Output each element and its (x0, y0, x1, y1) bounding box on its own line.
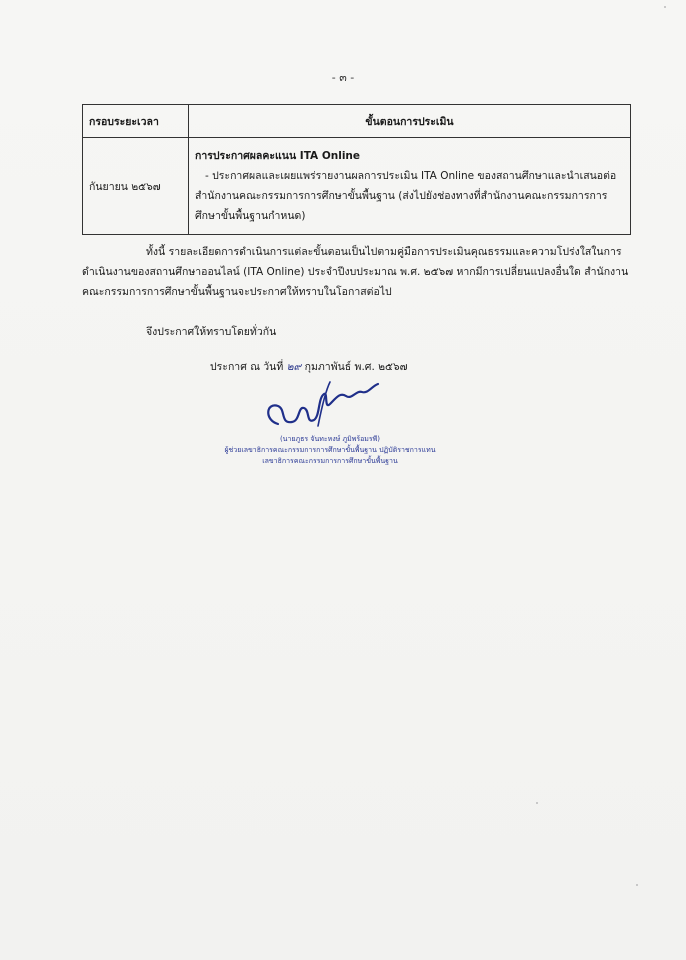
header-steps: ขั้นตอนการประเมิน (189, 105, 631, 138)
closing-paragraph (82, 242, 631, 302)
signatory-name: (นายภูธร จันทะหงษ์ ภูมิพร้อมรพี) (279, 435, 381, 443)
speck (636, 884, 638, 886)
closing-paragraph-text: ทั้งนี้ รายละเอียดการดำเนินการแต่ละขั้นตอนเป็นไปตามคู่มือการประเมินคุณธรรมและความโปร่งใสในการดำเนินงานของสถานศึกษาออนไลน์ (ITA Online) ประจำปีงบประมาณ พ.ศ. ๒๕๖๗ หากมีการเปลี่ยนแปลงอื่นใด สำนักงานคณะกรรมการการศึกษาขั้นพื้นฐานจะประกาศให้ทราบในโอกาสต่อไป (82, 246, 629, 298)
table-header-row (83, 105, 631, 138)
step-title: การประกาศผลคะแนน ITA Online (195, 150, 361, 162)
date-month-year: กุมภาพันธ์ พ.ศ. ๒๕๖๗ (304, 361, 408, 373)
speck (536, 802, 538, 804)
page-number: - ๓ - (331, 71, 355, 84)
handwritten-signature (258, 376, 388, 434)
signatory-block (200, 434, 460, 467)
row-period: กันยายน ๒๕๖๗ (83, 138, 189, 235)
date-prefix: ประกาศ ณ วันที่ (210, 361, 284, 373)
announcement-line: จึงประกาศให้ทราบโดยทั่วกัน (146, 326, 277, 338)
date-day: ๒๙ (286, 361, 302, 373)
signatory-title: เลขาธิการคณะกรรมการการศึกษาขั้นพื้นฐาน (262, 457, 398, 465)
schedule-table (82, 104, 631, 235)
signatory-position: ผู้ช่วยเลขาธิการคณะกรรมการการศึกษาขั้นพื้นฐาน ปฏิบัติราชการแทน (224, 446, 436, 454)
header-period: กรอบระยะเวลา (83, 105, 189, 138)
row-content (189, 138, 631, 235)
speck (664, 6, 666, 8)
step-description: - ประกาศผลและเผยแพร่รายงานผลการประเมิน ITA Online ของสถานศึกษาและนำเสนอต่อสำนักงานคณะกรรมการการศึกษาขั้นพื้นฐาน (ส่งไปยังช่องทางที่สำนักงานคณะกรรมการการศึกษาขั้นพื้นฐานกำหนด) (195, 170, 617, 222)
table-row (83, 138, 631, 235)
date-line (210, 358, 408, 375)
